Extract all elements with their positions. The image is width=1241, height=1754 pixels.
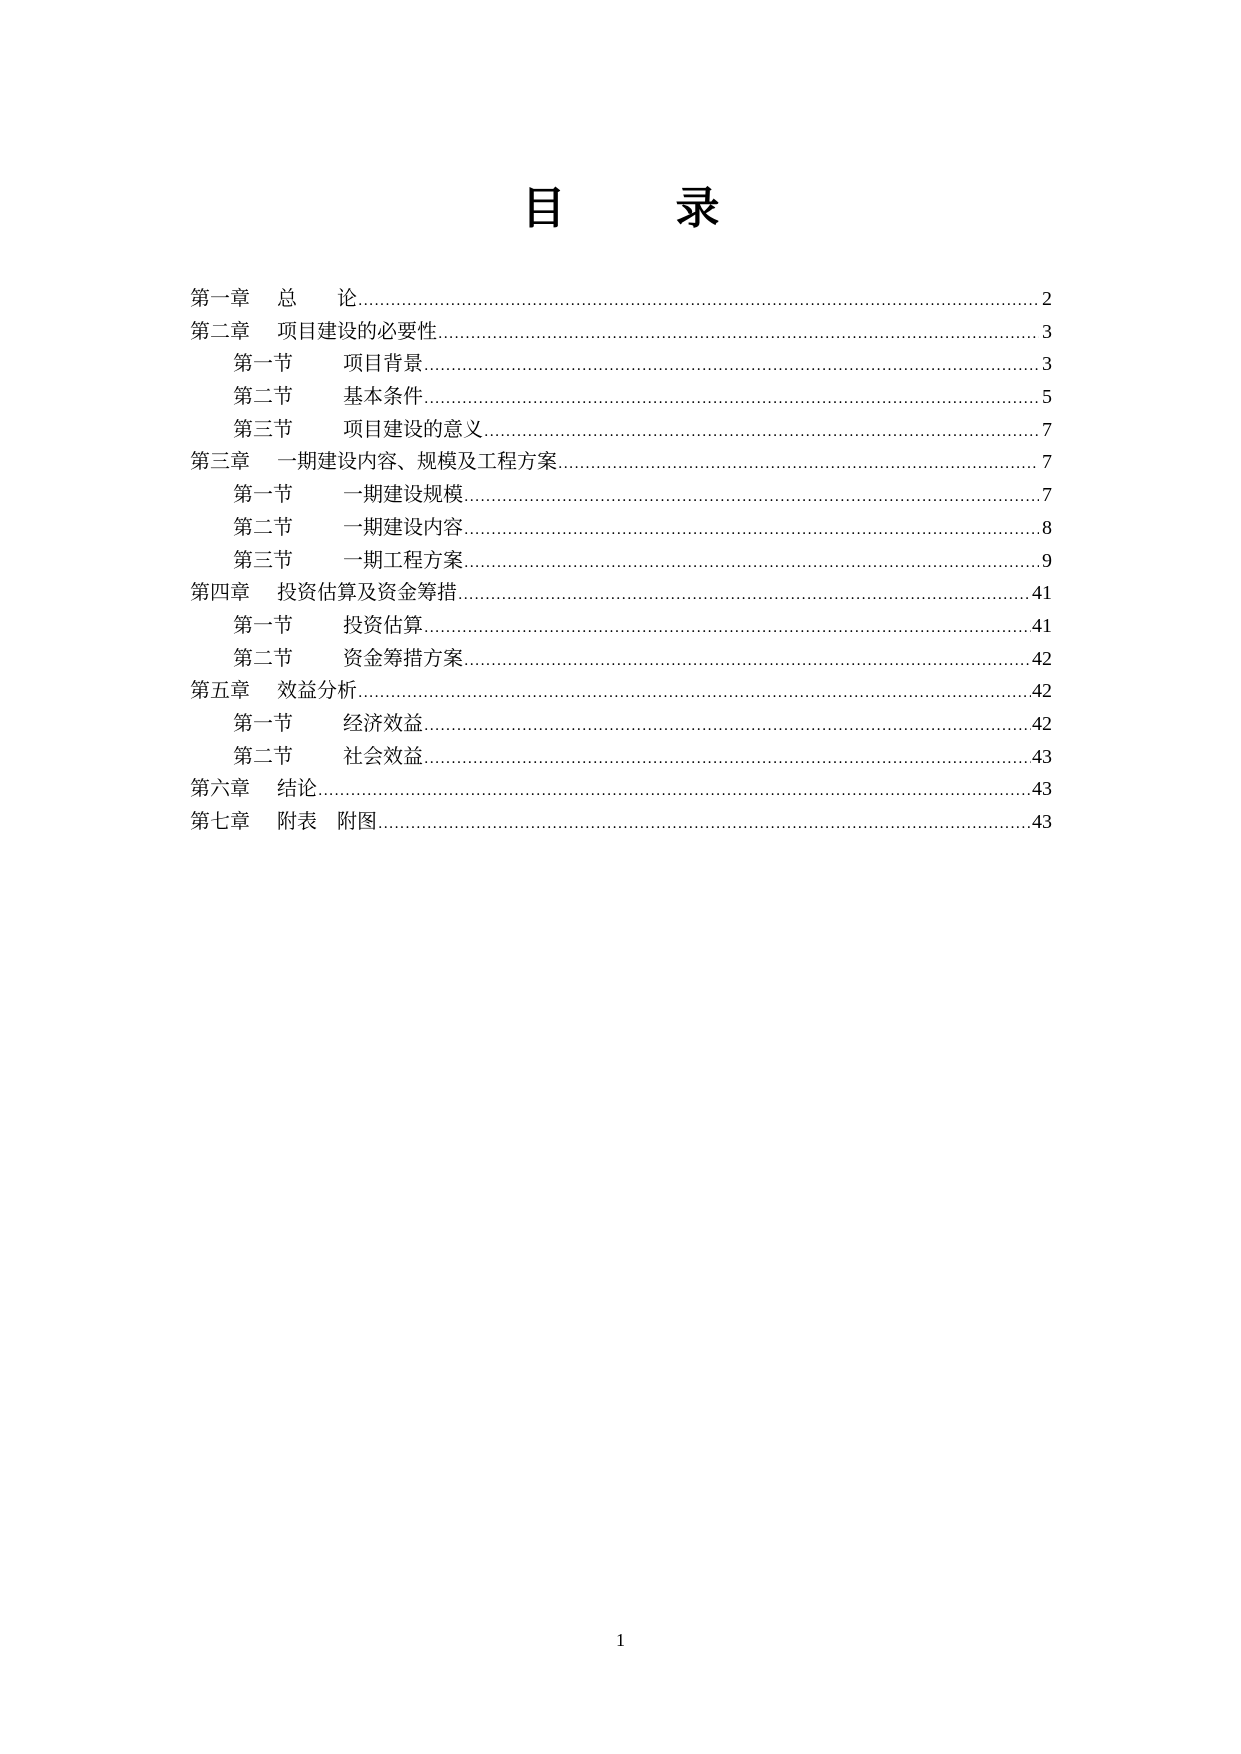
dot-leader (318, 775, 1031, 808)
toc-entry-label: 第二节 (233, 514, 293, 539)
toc-entry-label: 第三章 (190, 449, 250, 474)
dot-leader (358, 677, 1031, 710)
dot-leader (558, 448, 1039, 481)
toc-entry-label: 第一节 (233, 710, 293, 735)
toc-chapter-entry[interactable] (190, 576, 1052, 609)
toc-entry-label: 第三节 (233, 416, 293, 441)
toc-entry-label: 第六章 (190, 776, 250, 801)
toc-entry-title: 一期建设内容、规模及工程方案 (277, 449, 557, 474)
toc-entry-page: 5 (1042, 386, 1052, 409)
toc-entry-label: 第一节 (233, 612, 293, 637)
toc-chapter-entry[interactable] (190, 315, 1052, 348)
dot-leader (424, 350, 1039, 383)
toc-entry-page: 43 (1032, 745, 1052, 768)
toc-entry-label: 第二节 (233, 645, 293, 670)
toc-section-entry[interactable] (190, 707, 1052, 740)
toc-entry-title: 效益分析 (277, 678, 357, 703)
toc-entry-page: 2 (1042, 288, 1052, 310)
toc-entry-label: 第二章 (190, 318, 250, 343)
toc-entry-label: 第一章 (190, 286, 250, 310)
dot-leader (464, 514, 1039, 547)
toc-entry-title: 一期工程方案 (343, 547, 463, 572)
toc-entry-page: 42 (1032, 680, 1052, 703)
toc-entry-label: 第一节 (233, 482, 293, 507)
toc-chapter-entry[interactable] (190, 674, 1052, 707)
toc-entry-title: 总 论 (277, 286, 357, 310)
toc-entry-title: 基本条件 (343, 384, 423, 409)
toc-entry-title: 项目建设的必要性 (277, 318, 437, 343)
toc-chapter-entry[interactable] (190, 282, 1052, 315)
toc-section-entry[interactable] (190, 478, 1052, 511)
toc-entry-title: 经济效益 (343, 710, 423, 735)
toc-section-entry[interactable] (190, 380, 1052, 413)
dot-leader (424, 710, 1031, 743)
toc-entry-page: 3 (1042, 353, 1052, 376)
toc-entry-title: 投资估算 (343, 612, 423, 637)
toc-section-entry[interactable] (190, 544, 1052, 577)
toc-entry-title: 社会效益 (343, 743, 423, 768)
page-number: 1 (616, 1630, 625, 1650)
toc-entry-page: 43 (1032, 778, 1052, 801)
dot-leader (424, 612, 1031, 645)
toc-entry-page: 42 (1032, 712, 1052, 735)
toc-entry-label: 第四章 (190, 580, 250, 605)
toc-entry-title: 结论 (277, 776, 317, 801)
toc-title-char-2: 录 (675, 183, 720, 235)
toc-entry-page: 42 (1032, 647, 1052, 670)
toc-chapter-entry[interactable] (190, 445, 1052, 478)
dot-leader (424, 743, 1031, 776)
toc-entry-title: 投资估算及资金筹措 (277, 580, 457, 605)
toc-section-entry[interactable] (190, 740, 1052, 773)
toc-title (0, 179, 1241, 239)
toc-section-entry[interactable] (190, 642, 1052, 675)
toc-entry-label: 第一节 (233, 351, 293, 376)
dot-leader (464, 547, 1039, 580)
toc-entry-title: 项目背景 (343, 351, 423, 376)
dot-leader (484, 416, 1039, 449)
dot-leader (378, 808, 1031, 841)
toc-entry-page: 43 (1032, 811, 1052, 833)
toc-entry-label: 第三节 (233, 547, 293, 572)
dot-leader (458, 579, 1031, 612)
table-of-contents (190, 282, 1052, 838)
toc-section-entry[interactable] (190, 609, 1052, 642)
toc-entry-page: 3 (1042, 320, 1052, 343)
toc-entry-page: 9 (1042, 549, 1052, 572)
toc-title-char-1: 目 (521, 183, 566, 235)
toc-entry-page: 8 (1042, 516, 1052, 539)
toc-entry-page: 41 (1032, 614, 1052, 637)
toc-entry-page: 7 (1042, 451, 1052, 474)
toc-entry-page: 7 (1042, 418, 1052, 441)
toc-entry-title: 一期建设规模 (343, 482, 463, 507)
toc-chapter-entry[interactable] (190, 805, 1052, 838)
toc-entry-label: 第二节 (233, 743, 293, 768)
toc-section-entry[interactable] (190, 413, 1052, 446)
dot-leader (464, 645, 1031, 678)
toc-entry-title: 一期建设内容 (343, 514, 463, 539)
dot-leader (464, 481, 1039, 514)
toc-entry-title: 项目建设的意义 (343, 416, 483, 441)
toc-entry-label: 第七章 (190, 809, 250, 833)
toc-section-entry[interactable] (190, 347, 1052, 380)
toc-chapter-entry[interactable] (190, 772, 1052, 805)
toc-entry-title: 附表 附图 (277, 809, 377, 833)
dot-leader (424, 383, 1039, 416)
toc-entry-page: 41 (1032, 582, 1052, 605)
dot-leader (438, 318, 1039, 351)
toc-entry-label: 第五章 (190, 678, 250, 703)
toc-entry-title: 资金筹措方案 (343, 645, 463, 670)
toc-entry-page: 7 (1042, 484, 1052, 507)
toc-entry-label: 第二节 (233, 384, 293, 409)
dot-leader (358, 285, 1039, 318)
toc-section-entry[interactable] (190, 511, 1052, 544)
